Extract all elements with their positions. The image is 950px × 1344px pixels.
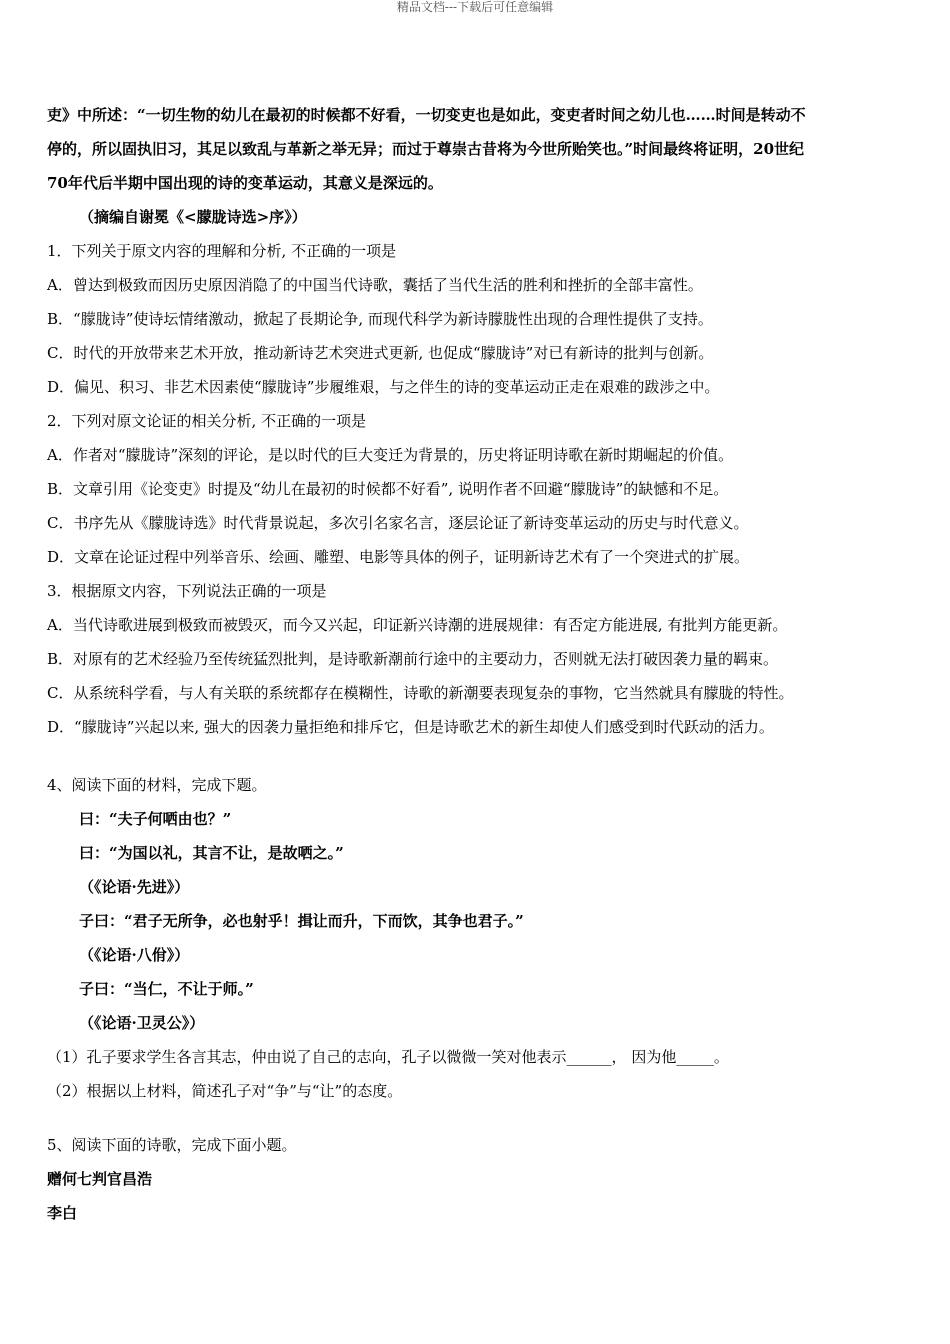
question-3-option-b: B．对原有的艺术经验乃至传统猛烈批判，是诗歌新潮前行途中的主要动力，否则就无法打破因袭力量的羁束。 xyxy=(47,650,779,668)
section-gap xyxy=(47,1108,907,1128)
document-body xyxy=(47,98,907,1230)
material-line: 子曰：“当仁，不让于师。” xyxy=(79,980,254,998)
question-2-stem: 2．下列对原文论证的相关分析, 不正确的一项是 xyxy=(47,412,367,430)
question-3-option-a: A．当代诗歌进展到极致而被毁灭，而今又兴起，印证新兴诗潮的进展规律：有否定方能进展, 有批判方能更新。 xyxy=(47,616,788,634)
question-1-stem: 1．下列关于原文内容的理解和分析, 不正确的一项是 xyxy=(47,242,397,260)
material-source: （《论语·先进》） xyxy=(79,878,190,896)
page-header: 精品文档---下载后可任意编辑 xyxy=(396,0,554,14)
question-1-option-d: D．偏见、积习、非艺术因素使“朦胧诗”步履维艰，与之伴生的诗的变革运动正走在艰难的跋涉之中。 xyxy=(47,378,720,396)
passage-source: （摘编自谢冕《<朦胧诗选>序》） xyxy=(79,208,307,226)
poem-author: 李白 xyxy=(47,1204,78,1222)
poem-title: 赠何七判官昌浩 xyxy=(47,1170,153,1188)
passage-line: 吏》中所述：“一切生物的幼儿在最初的时候都不好看，一切变吏也是如此，变吏者时间之幼儿也……时间是转动不 xyxy=(47,106,806,124)
material-source: （《论语·八佾》） xyxy=(79,946,190,964)
passage-line: 停的，所以固执旧习，其足以致乱与革新之举无异；而过于尊崇古昔将为今世所贻笑也。”时间最终将证明，20世纪 xyxy=(47,140,805,158)
question-3-option-d: D．“朦胧诗”兴起以来, 强大的因袭力量拒绝和排斥它，但是诗歌艺术的新生却使人们感受到时代跃动的活力。 xyxy=(47,718,774,736)
section-gap xyxy=(47,744,907,768)
question-1-option-c: C．时代的开放带来艺术开放，推动新诗艺术突进式更新, 也促成“朦胧诗”对已有新诗的批判与创新。 xyxy=(47,344,714,362)
question-3-option-c: C．从系统科学看，与人有关联的系统都存在模糊性，诗歌的新潮要表现复杂的事物，它当然就具有朦胧的特性。 xyxy=(47,684,794,702)
question-2-option-a: A．作者对“朦胧诗”深刻的评论，是以时代的巨大变迁为背景的，历史将证明诗歌在新时期崛起的价值。 xyxy=(47,446,734,464)
question-2-option-d: D．文章在论证过程中列举音乐、绘画、雕塑、电影等具体的例子，证明新诗艺术有了一个突进式的扩展。 xyxy=(47,548,750,566)
question-4-sub-2: （2）根据以上材料，简述孔子对“争”与“让”的态度。 xyxy=(47,1082,403,1100)
question-1-option-b: B．“朦胧诗”使诗坛情绪激动，掀起了長期论争, 而现代科学为新诗朦胧性出现的合理性提供了支持。 xyxy=(47,310,713,328)
question-2-option-c: C．书序先从《朦胧诗选》时代背景说起，多次引名家名言，逐层论证了新诗变革运动的历史与时代意义。 xyxy=(47,514,749,532)
question-4-stem: 4、阅读下面的材料，完成下题。 xyxy=(47,776,267,794)
question-3-stem: 3．根据原文内容，下列说法正确的一项是 xyxy=(47,582,327,600)
material-source: （《论语·卫灵公》） xyxy=(79,1014,205,1032)
material-line: 子曰：“君子无所争，必也射乎！揖让而升，下而饮，其争也君子。” xyxy=(79,912,524,930)
material-line: 曰：“为国以礼，其言不让，是故哂之。” xyxy=(79,844,344,862)
material-line: 曰：“夫子何哂由也？” xyxy=(79,810,232,828)
question-5-stem: 5、阅读下面的诗歌，完成下面小题。 xyxy=(47,1136,297,1154)
passage-line: 70年代后半期中国出现的诗的变革运动，其意义是深远的。 xyxy=(47,174,443,192)
question-1-option-a: A．曾达到极致而因历史原因消隐了的中国当代诗歌，囊括了当代生活的胜利和挫折的全部丰富性。 xyxy=(47,276,703,294)
question-4-sub-1: （1）孔子要求学生各言其志，仲由说了自己的志向，孔子以微微一笑对他表示______， 因为他_____。 xyxy=(47,1048,729,1066)
question-2-option-b: B．文章引用《论变吏》时提及“幼儿在最初的时候都不好看”, 说明作者不回避“朦胧诗”的缺憾和不足。 xyxy=(47,480,729,498)
